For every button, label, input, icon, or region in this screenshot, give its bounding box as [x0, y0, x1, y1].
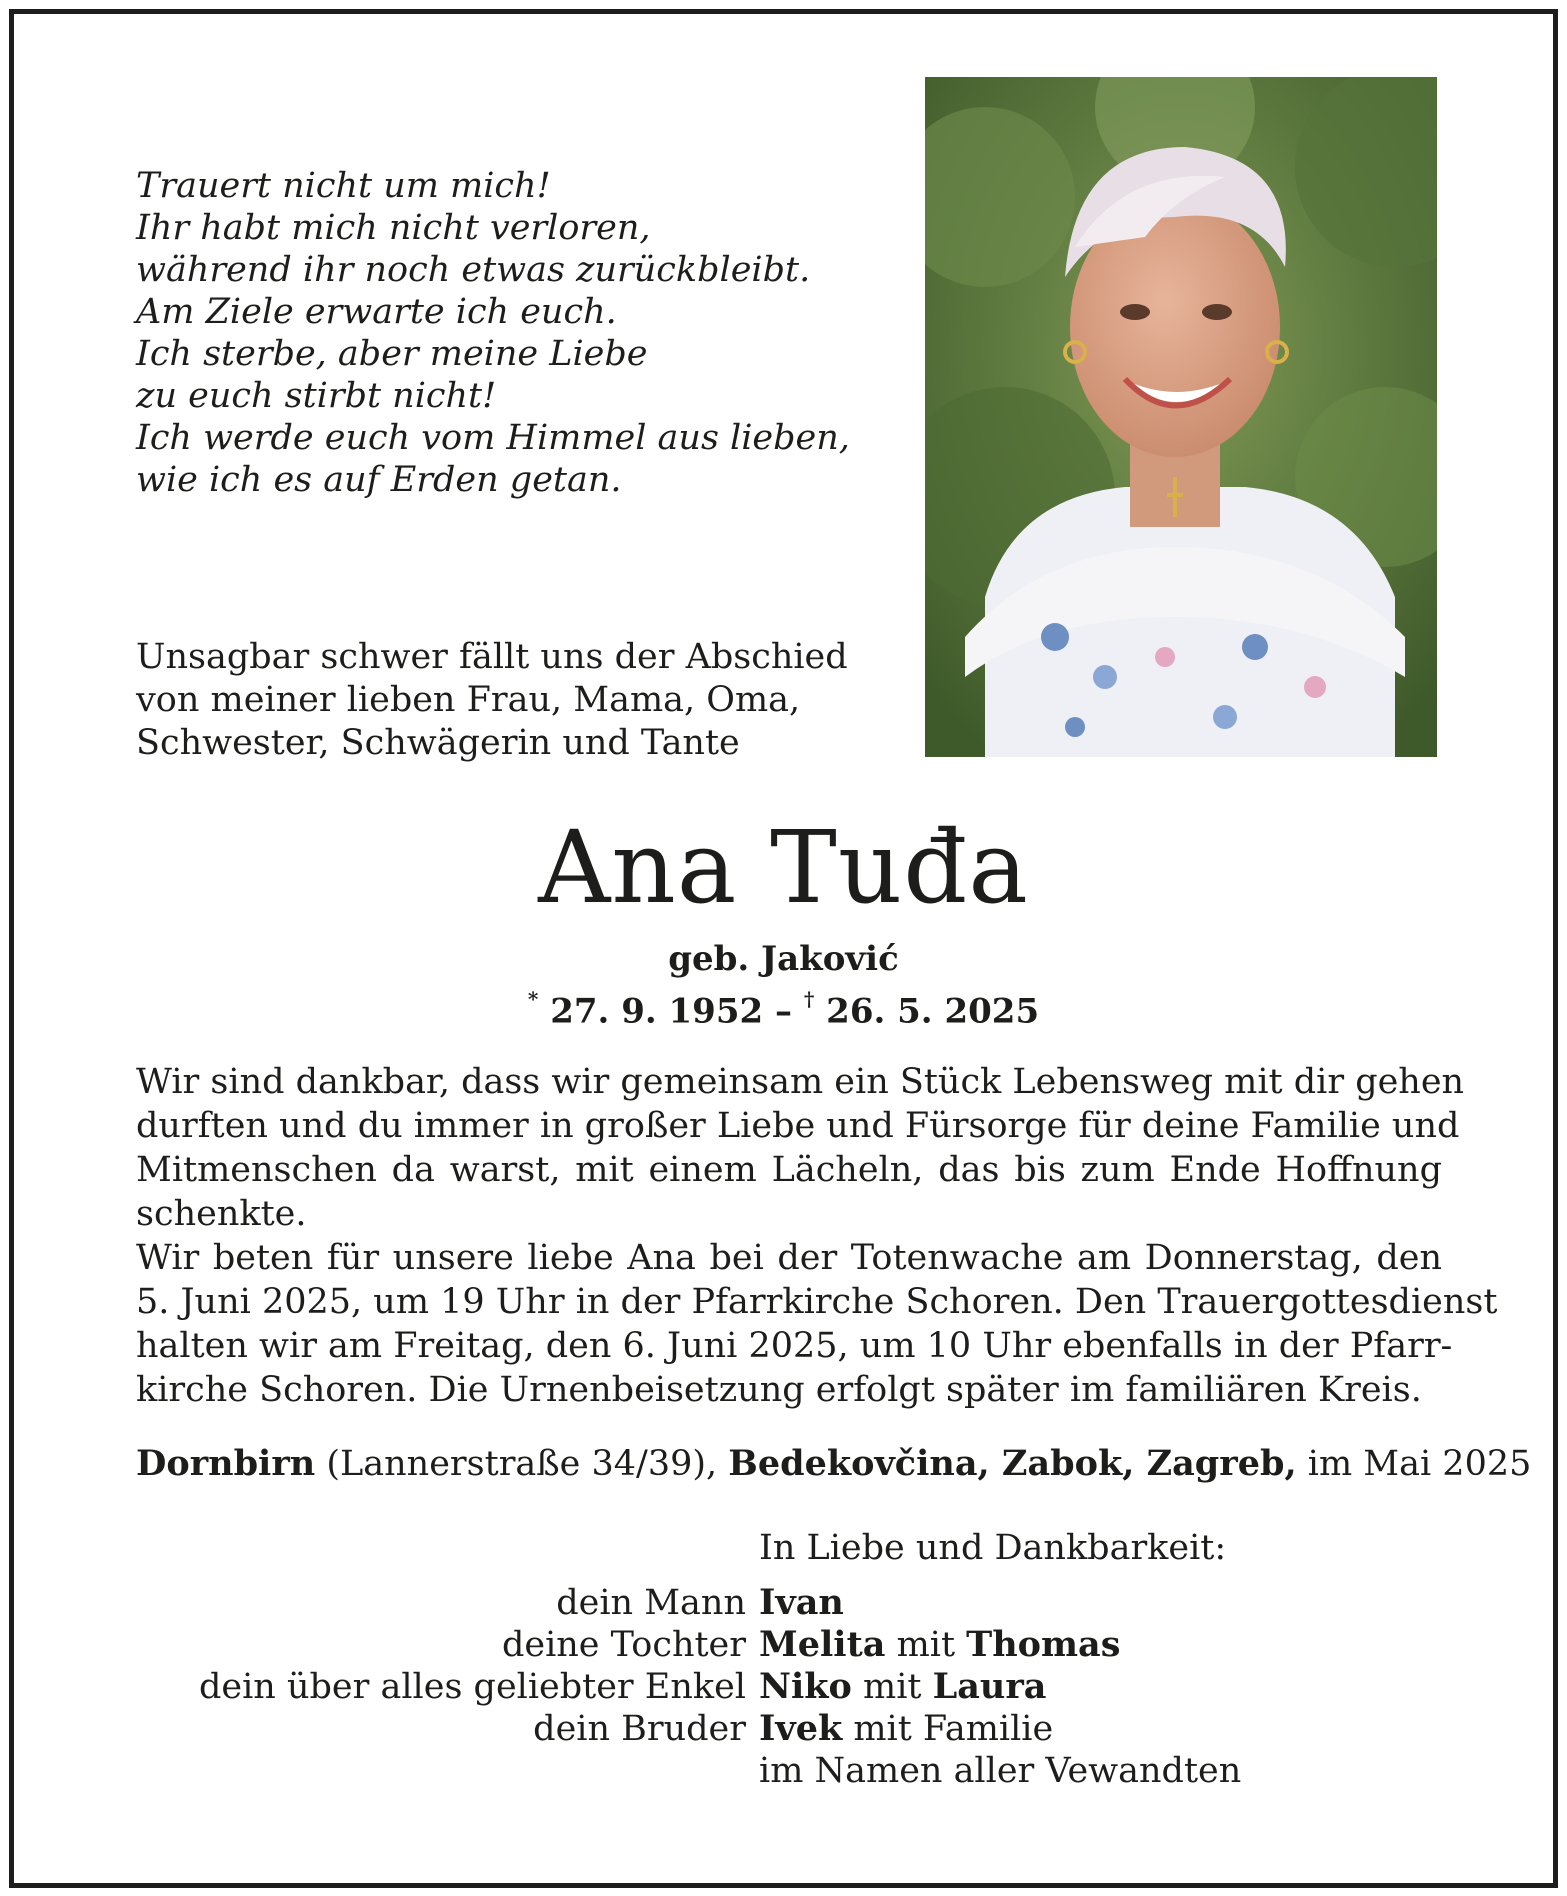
intro-text	[136, 636, 848, 765]
signer-partner: Laura	[932, 1666, 1047, 1707]
signers-list	[136, 1582, 1442, 1792]
place-and-date	[136, 1442, 1532, 1486]
signer-names	[759, 1582, 1442, 1624]
poem-line: Am Ziele erwarte ich euch.	[136, 292, 617, 332]
deceased-name: Ana Tuđa	[538, 809, 1029, 926]
signer-relation: dein Bruder	[533, 1709, 746, 1749]
place-others: Bedekovčina, Zabok, Zagreb,	[728, 1443, 1297, 1484]
place-address: (Lannerstraße 34/39),	[315, 1444, 729, 1484]
poem	[136, 165, 850, 501]
life-dates	[0, 982, 1567, 1032]
signer-relation	[136, 1750, 759, 1792]
intro-line: von meiner lieben Frau, Mama, Oma,	[136, 680, 801, 720]
place-city: Dornbirn	[136, 1443, 316, 1484]
signer-name: Ivek	[759, 1708, 843, 1749]
death-date: 26. 5. 2025	[826, 991, 1040, 1032]
signer-names	[759, 1708, 1442, 1750]
portrait-photo	[925, 77, 1437, 757]
signer-name: Niko	[759, 1666, 852, 1707]
signer-names	[759, 1750, 1442, 1792]
body-line: kirche Schoren. Die Urnenbeisetzung erfolgt später im familiären Kreis.	[136, 1370, 1422, 1410]
signer-with: im Namen aller Vewandten	[759, 1751, 1242, 1791]
closing-line: In Liebe und Dankbarkeit:	[759, 1528, 1227, 1568]
poem-line: Ich werde euch vom Himmel aus lieben,	[136, 418, 850, 458]
poem-line: zu euch stirbt nicht!	[136, 376, 497, 416]
body-line: durften und du immer in großer Liebe und Fürsorge für deine Familie und	[136, 1106, 1460, 1146]
intro-line: Unsagbar schwer fällt uns der Abschied	[136, 637, 848, 677]
signer-names	[759, 1624, 1442, 1666]
intro-line: Schwester, Schwägerin und Tante	[136, 723, 740, 763]
portrait-image	[925, 77, 1437, 757]
death-symbol: †	[803, 987, 815, 1011]
place-date: im Mai 2025	[1296, 1444, 1532, 1484]
birth-name: geb. Jaković	[668, 939, 899, 979]
signer-name: Melita	[759, 1624, 886, 1665]
poem-line: Ihr habt mich nicht verloren,	[136, 208, 651, 248]
signer-partner: Thomas	[966, 1624, 1121, 1665]
poem-line: wie ich es auf Erden getan.	[136, 460, 622, 500]
body-line: Wir sind dankbar, dass wir gemeinsam ein Stück Lebensweg mit dir gehen	[136, 1062, 1465, 1102]
birth-date: 27. 9. 1952	[550, 991, 764, 1032]
signer-row	[136, 1582, 1442, 1624]
body-line: halten wir am Freitag, den 6. Juni 2025, um 10 Uhr ebenfalls in der Pfarr-	[136, 1326, 1453, 1366]
signer-row	[136, 1708, 1442, 1750]
body-line: schenkte.	[136, 1194, 307, 1234]
signer-row	[136, 1624, 1442, 1666]
signer-relation: dein Mann	[556, 1583, 746, 1623]
body-line: Mitmenschen da warst, mit einem Lächeln, das bis zum Ende Hoffnung	[136, 1150, 1442, 1190]
signer-relation: dein über alles geliebter Enkel	[198, 1667, 746, 1707]
poem-line: während ihr noch etwas zurückbleibt.	[136, 250, 811, 290]
poem-line: Trauert nicht um mich!	[136, 166, 551, 206]
body-line: Wir beten für unsere liebe Ana bei der Totenwache am Donnerstag, den	[136, 1238, 1442, 1278]
signer-row	[136, 1750, 1442, 1792]
poem-line: Ich sterbe, aber meine Liebe	[136, 334, 648, 374]
signer-name: Ivan	[759, 1582, 844, 1623]
birth-symbol: *	[527, 987, 539, 1011]
signer-with: mit	[851, 1667, 933, 1707]
signer-names	[759, 1666, 1442, 1708]
signer-with: mit Familie	[842, 1709, 1054, 1749]
body-text	[136, 1060, 1498, 1412]
body-line: 5. Juni 2025, um 19 Uhr in der Pfarrkirche Schoren. Den Trauergottesdienst	[136, 1282, 1498, 1322]
signer-with: mit	[885, 1625, 967, 1665]
signer-row	[136, 1666, 1442, 1708]
date-separator: –	[763, 991, 804, 1032]
signer-relation: deine Tochter	[501, 1625, 746, 1665]
